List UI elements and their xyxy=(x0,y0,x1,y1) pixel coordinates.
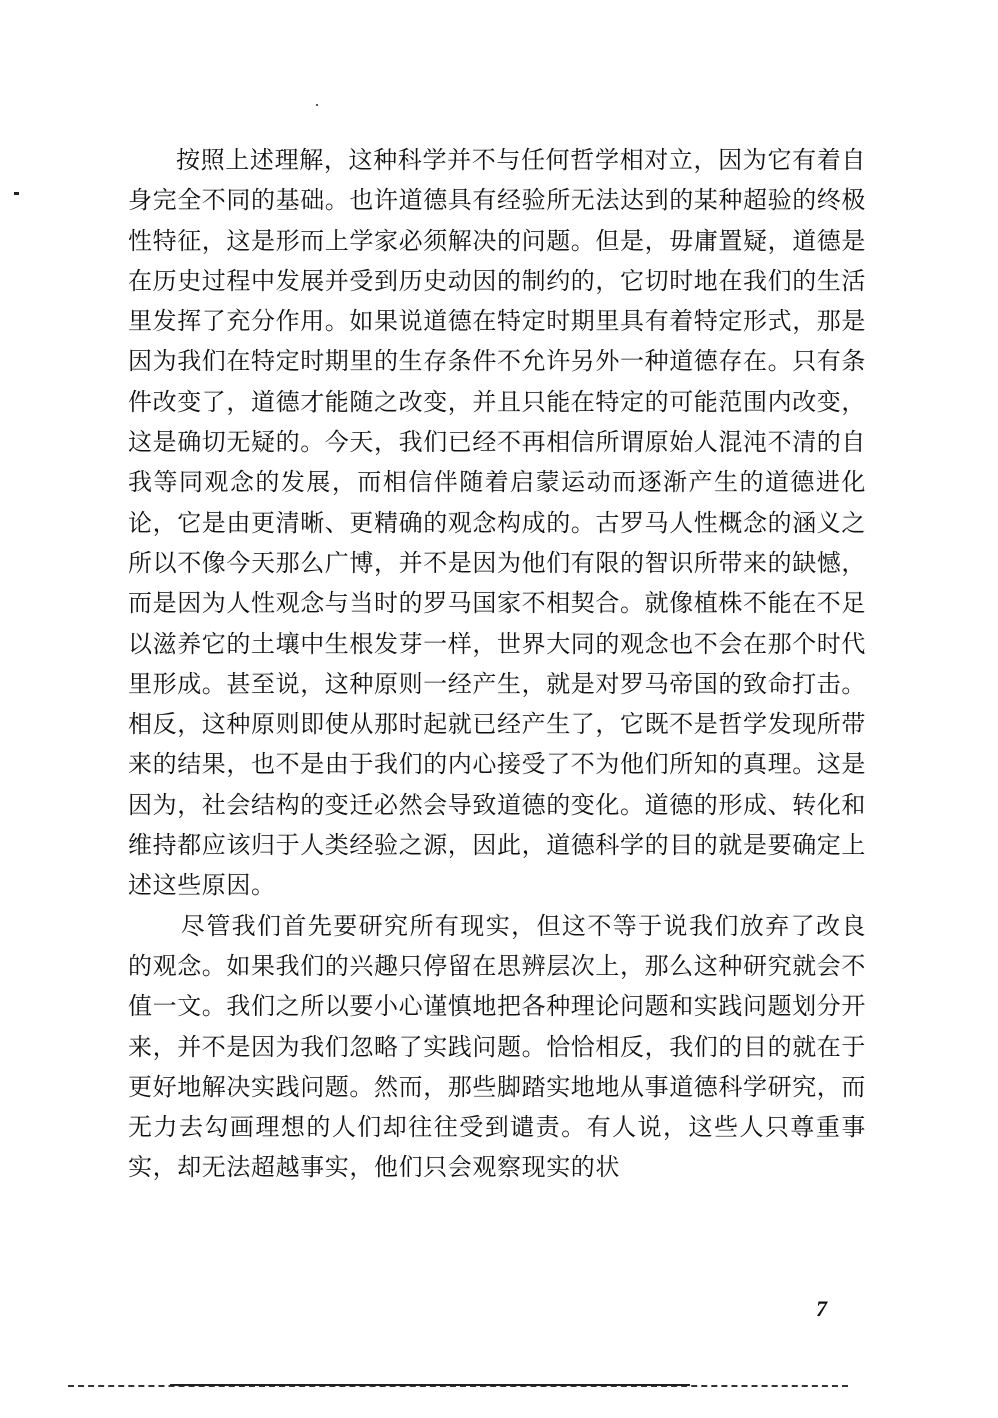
scan-speck xyxy=(14,192,19,195)
paragraph-2: 尽管我们首先要研究所有现实，但这不等于说我们放弃了改良的观念。如果我们的兴趣只停留在思辨层次上，那么这种研究就会不值一文。我们之所以要小心谨慎地把各种理论问题和实践问题划分开来，并不是因为我们忽略了实践问题。恰恰相反，我们的目的就在于更好地解决实践问题。然而，那些脚踏实地地从事道德科学研究，而无力去勾画理想的人们却往往受到谴责。有人说，这些人只尊重事实，却无法超越事实，他们只会观察现实的状 xyxy=(128,911,866,1182)
scan-bottom-rule-solid xyxy=(170,1384,690,1386)
paragraph-1: 按照上述理解，这种科学并不与任何哲学相对立，因为它有着自身完全不同的基础。也许道德具有经验所无法达到的某种超验的终极性特征，这是形而上学家必须解决的问题。但是，毋庸置疑，道德是在历史过程中发展并受到历史动因的制约的，它切时地在我们的生活里发挥了充分作用。如果说道德在特定时期里具有着特定形式，那是因为我们在特定时期里的生存条件不允许另外一种道德存在。只有条件改变了，道德才能随之改变，并且只能在特定的可能范围内改变，这是确切无疑的。今天，我们已经不再相信所谓原始人混沌不清的自我等同观念的发展，而相信伴随着启蒙运动而逐渐产生的道德进化论，它是由更清晰、更精确的观念构成的。古罗马人性概念的涵义之所以不像今天那么广博，并不是因为他们有限的智识所带来的缺憾，而是因为人性观念与当时的罗马国家不相契合。就像植株不能在不足以滋养它的土壤中生根发芽一样，世界大同的观念也不会在那个时代里形成。甚至说，这种原则一经产生，就是对罗马帝国的致命打击。相反，这种原则即使从那时起就已经产生了，它既不是哲学发现所带来的结果，也不是由于我们的内心接受了不为他们所知的真理。这是因为，社会结构的变迁必然会导致道德的变化。道德的形成、转化和维持都应该归于人类经验之源，因此，道德科学的目的就是要确定上述这些原因。 xyxy=(128,146,866,900)
body-text xyxy=(128,140,866,1188)
scan-speck xyxy=(316,104,318,106)
page-number: 7 xyxy=(816,1296,827,1321)
